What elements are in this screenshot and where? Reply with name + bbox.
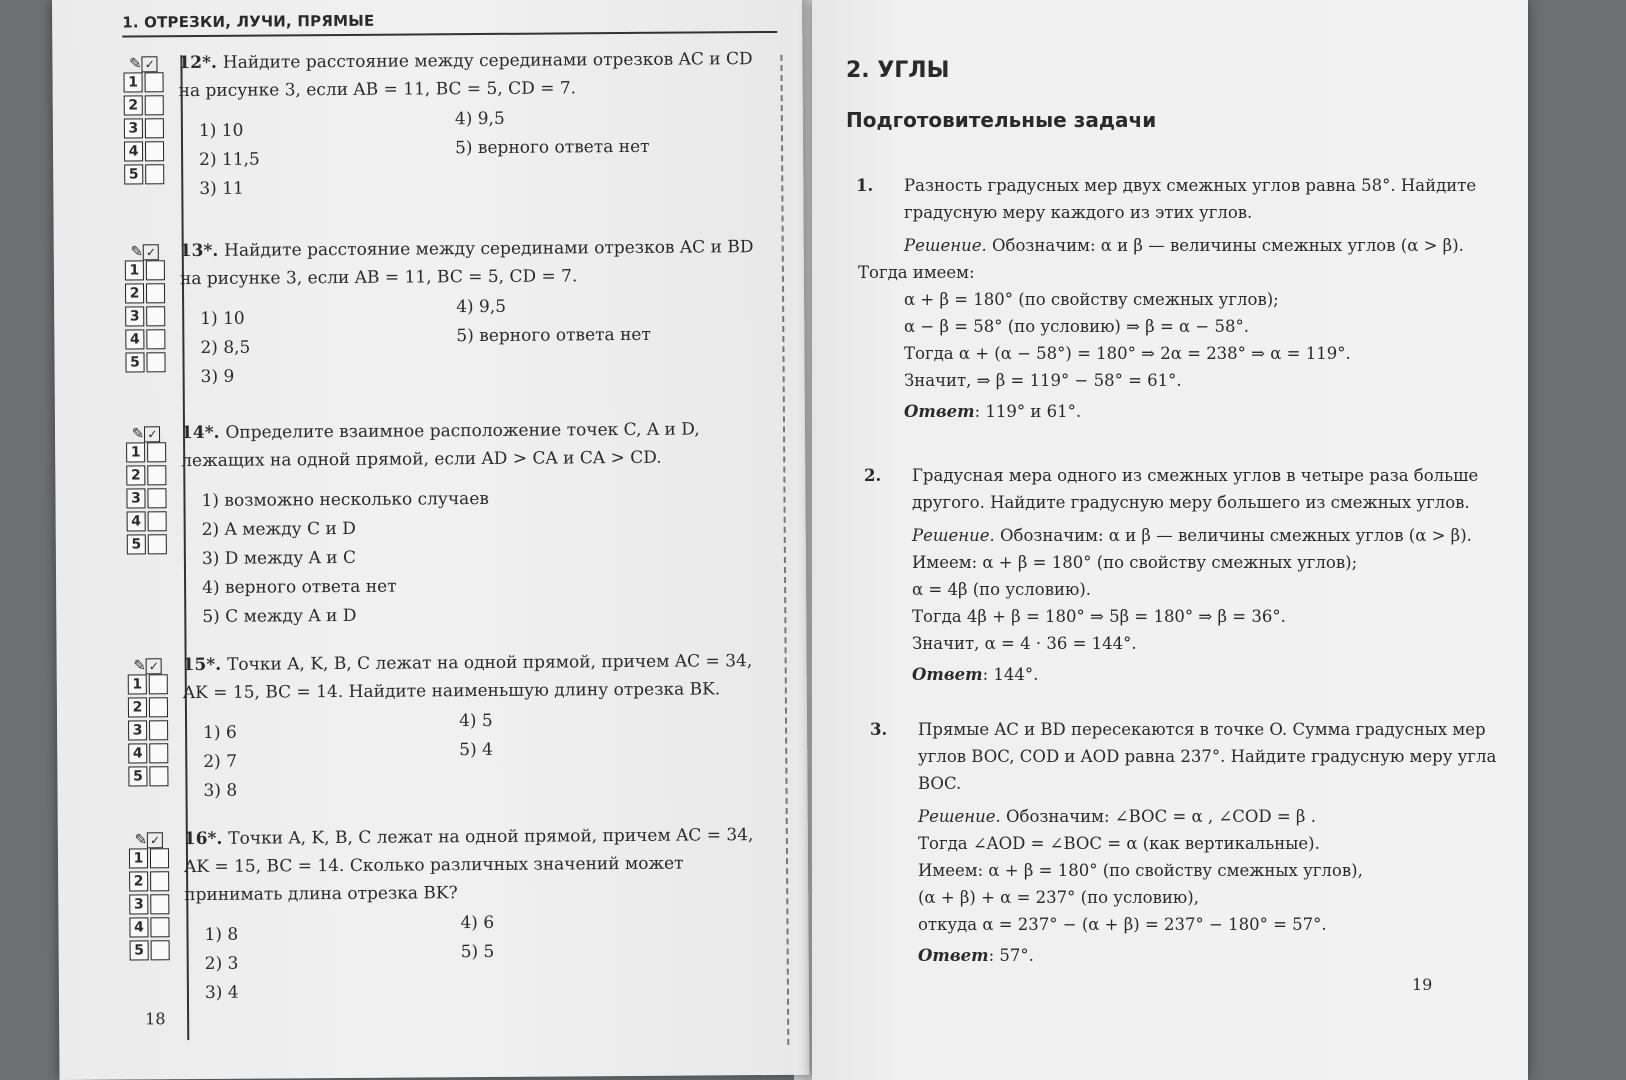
answer-number: 4 xyxy=(127,511,146,531)
question-number: 16*. xyxy=(183,828,229,850)
test-task xyxy=(128,821,778,1003)
test-task xyxy=(127,647,777,801)
question-number: 13*. xyxy=(179,240,225,262)
answer-box xyxy=(125,419,168,556)
answer-number: 3 xyxy=(129,894,148,914)
answer-options xyxy=(183,709,774,803)
pencil-icon: ✎ xyxy=(130,242,144,261)
test-task xyxy=(125,415,775,627)
answer-checkbox[interactable] xyxy=(145,118,164,138)
task-line: Решение. Обозначим: α и β — величины смежных углов (α > β). xyxy=(912,526,1472,545)
checkmark-icon: ✓ xyxy=(146,658,162,674)
answer-option: 2) 8,5 xyxy=(200,337,251,358)
solved-task xyxy=(864,462,1522,688)
task-line: Ответ: 57°. xyxy=(918,946,1034,965)
answer-row xyxy=(129,939,171,962)
answer-row xyxy=(126,533,168,556)
answer-number: 5 xyxy=(125,352,144,372)
answer-box xyxy=(124,237,167,374)
answer-box-header xyxy=(125,419,167,441)
answer-checkbox[interactable] xyxy=(149,674,168,694)
answer-row xyxy=(124,351,166,374)
answer-options xyxy=(180,295,771,389)
answer-checkbox[interactable] xyxy=(150,894,169,914)
answer-option: 5) верного ответа нет xyxy=(456,324,651,347)
answer-option: 1) 10 xyxy=(200,308,245,329)
section-title: Подготовительные задачи xyxy=(846,108,1157,132)
task-line: α + β = 180° (по свойству смежных углов); xyxy=(904,290,1279,309)
answer-option: 1) 6 xyxy=(203,722,237,743)
task-line: Разность градусных мер двух смежных углов равна 58°. Найдите xyxy=(904,176,1477,195)
task-line: Имеем: α + β = 180° (по свойству смежных углов); xyxy=(912,553,1358,572)
answer-checkbox[interactable] xyxy=(145,164,164,184)
task-line: другого. Найдите градусную меру большего из смежных углов. xyxy=(912,493,1470,512)
answer-row xyxy=(125,487,167,510)
answer-option: 4) 9,5 xyxy=(456,296,507,318)
answer-checkbox[interactable] xyxy=(147,465,166,485)
right-page xyxy=(812,0,1528,1080)
answer-option: 3) 8 xyxy=(203,780,238,801)
answer-option: 3) D между A и C xyxy=(201,547,357,569)
left-page xyxy=(52,0,810,1080)
answer-checkbox[interactable] xyxy=(146,352,165,372)
answer-checkbox[interactable] xyxy=(150,848,169,868)
cut-line xyxy=(780,55,789,1045)
task-line: Значит, α = 4 · 36 = 144°. xyxy=(912,634,1137,653)
pencil-icon: ✎ xyxy=(134,830,148,849)
answer-row xyxy=(124,282,166,305)
solved-task xyxy=(856,172,1514,425)
answer-row xyxy=(123,117,165,140)
answer-number: 2 xyxy=(125,283,144,303)
answer-number: 4 xyxy=(124,141,143,161)
task-line: Тогда ∠AOD = ∠BOC = α (как вертикальные). xyxy=(918,834,1320,853)
answer-option: 5) 5 xyxy=(460,941,495,963)
task-number: 1. xyxy=(856,176,874,195)
answer-checkbox[interactable] xyxy=(146,260,165,280)
answer-options xyxy=(181,477,772,631)
answer-row xyxy=(127,696,169,719)
pencil-icon: ✎ xyxy=(129,54,142,73)
answer-row xyxy=(127,719,169,742)
answer-option: 1) 8 xyxy=(204,924,239,945)
answer-option: 5) C между A и D xyxy=(202,605,357,627)
answer-option: 1) возможно несколько случаев xyxy=(201,488,489,511)
answer-number: 3 xyxy=(126,488,145,508)
task-body xyxy=(183,647,774,803)
answer-number: 5 xyxy=(128,766,147,786)
answer-option: 4) верного ответа нет xyxy=(202,576,397,598)
solved-task xyxy=(870,716,1528,969)
task-line: Градусная мера одного из смежных углов в четыре раза больше xyxy=(912,466,1479,485)
question xyxy=(178,45,768,105)
answer-number: 5 xyxy=(130,940,149,960)
question-text: Найдите расстояние между серединами отрезков AC и BD на рисунке 3, если AB = 11, BC = 5, CD = 7. xyxy=(179,237,754,290)
answer-number: 2 xyxy=(126,465,145,485)
checkmark-icon: ✓ xyxy=(143,244,159,260)
page-number: 18 xyxy=(145,1009,166,1029)
task-line: Тогда α + (α − 58°) = 180° ⇒ 2α = 238° ⇒ α = 119°. xyxy=(904,344,1351,363)
answer-option: 2) 11,5 xyxy=(199,149,260,170)
answer-number: 1 xyxy=(126,442,145,462)
answer-checkbox[interactable] xyxy=(148,511,167,531)
answer-option: 3) 9 xyxy=(200,366,235,387)
checkmark-icon: ✓ xyxy=(142,56,158,72)
answer-checkbox[interactable] xyxy=(147,442,166,462)
answer-row xyxy=(128,847,170,870)
question-number: 15*. xyxy=(182,654,228,676)
task-number: 3. xyxy=(870,720,888,739)
task-body xyxy=(178,45,769,201)
answer-row xyxy=(123,140,165,163)
question xyxy=(183,647,773,707)
answer-option: 1) 10 xyxy=(198,120,244,141)
task-body xyxy=(180,233,771,389)
task-line: Ответ: 144°. xyxy=(912,665,1039,684)
checkmark-icon: ✓ xyxy=(147,832,163,848)
answer-checkbox[interactable] xyxy=(146,306,165,326)
answer-row xyxy=(128,893,170,916)
task-line: BOC. xyxy=(918,774,962,793)
answer-option: 5) верного ответа нет xyxy=(454,136,650,159)
answer-number: 5 xyxy=(127,534,146,554)
task-line: Тогда имеем: xyxy=(858,263,975,282)
answer-checkbox[interactable] xyxy=(147,488,166,508)
checkmark-icon: ✓ xyxy=(144,426,160,442)
answer-number: 1 xyxy=(125,260,144,280)
answer-number: 3 xyxy=(124,118,143,138)
task-line: α − β = 58° (по условию) ⇒ β = α − 58°. xyxy=(904,317,1249,336)
answer-checkbox[interactable] xyxy=(151,940,170,960)
task-line: Прямые AC и BD пересекаются в точке O. Сумма градусных мер xyxy=(918,720,1486,739)
answer-row xyxy=(124,328,166,351)
question-text: Найдите расстояние между серединами отрезков AC и CD на рисунке 3, если AB = 11, BC = 5, CD = 7. xyxy=(178,49,753,102)
answer-checkbox[interactable] xyxy=(150,917,169,937)
answer-options xyxy=(184,911,775,1005)
task-line: градусную меру каждого из этих углов. xyxy=(904,203,1253,222)
answer-option: 5) 4 xyxy=(459,739,493,761)
answer-checkbox[interactable] xyxy=(149,743,168,763)
answer-box-header xyxy=(122,49,164,71)
answer-row xyxy=(128,870,170,893)
chapter-title: 2. УГЛЫ xyxy=(846,58,950,83)
answer-row xyxy=(127,742,169,765)
answer-checkbox[interactable] xyxy=(149,766,168,786)
answer-box-header xyxy=(127,651,169,673)
answer-option: 2) A между C и D xyxy=(201,518,356,540)
answer-number: 5 xyxy=(124,164,143,184)
question xyxy=(180,233,770,293)
question-number: 14*. xyxy=(180,422,226,444)
answer-option: 4) 5 xyxy=(458,710,493,732)
answer-checkbox[interactable] xyxy=(148,534,167,554)
question-text: Определите взаимное расположение точек C, A и D, лежащих на одной прямой, если AD > CA и CA > CD. xyxy=(181,419,700,472)
task-body xyxy=(184,821,775,1005)
test-task xyxy=(124,233,774,387)
answer-number: 1 xyxy=(128,674,147,694)
task-line: α = 4β (по условию). xyxy=(912,580,1092,599)
page-number: 19 xyxy=(1412,975,1433,994)
answer-option: 4) 9,5 xyxy=(454,108,505,130)
answer-box-header xyxy=(128,825,170,847)
answer-box xyxy=(122,49,165,186)
task-body xyxy=(181,415,772,631)
task-line: (α + β) + α = 237° (по условию), xyxy=(918,888,1199,907)
running-head: 1. ОТРЕЗКИ, ЛУЧИ, ПРЯМЫЕ xyxy=(122,9,777,38)
answer-row xyxy=(128,916,170,939)
answer-option: 3) 4 xyxy=(204,982,239,1003)
answer-option: 2) 7 xyxy=(203,751,238,772)
answer-box xyxy=(127,651,170,788)
question-text: Точки A, K, B, C лежат на одной прямой, причем AC = 34, AK = 15, BC = 14. Найдите наименьшую длину отрезка BK. xyxy=(182,651,753,704)
pencil-icon: ✎ xyxy=(133,656,146,675)
question xyxy=(184,821,775,909)
answer-row xyxy=(123,163,165,186)
answer-options xyxy=(179,107,770,201)
task-line: Ответ: 119° и 61°. xyxy=(904,402,1082,421)
answer-checkbox[interactable] xyxy=(149,720,168,740)
answer-option: 3) 11 xyxy=(199,178,244,199)
answer-option: 4) 6 xyxy=(460,912,495,934)
test-task xyxy=(122,45,772,199)
answer-number: 4 xyxy=(129,917,148,937)
task-line: Имеем: α + β = 180° (по свойству смежных углов), xyxy=(918,861,1363,880)
pencil-icon: ✎ xyxy=(131,424,145,443)
answer-row xyxy=(127,765,169,788)
answer-checkbox[interactable] xyxy=(145,95,164,115)
answer-option: 2) 3 xyxy=(204,953,239,974)
answer-checkbox[interactable] xyxy=(149,697,168,717)
answer-number: 2 xyxy=(124,95,143,115)
answer-number: 1 xyxy=(129,848,148,868)
answer-checkbox[interactable] xyxy=(145,72,164,92)
task-number: 2. xyxy=(864,466,882,485)
answer-number: 1 xyxy=(124,72,143,92)
answer-row xyxy=(127,673,169,696)
answer-row xyxy=(125,464,167,487)
answer-checkbox[interactable] xyxy=(150,871,169,891)
answer-row xyxy=(123,94,165,117)
answer-row xyxy=(126,510,168,533)
answer-checkbox[interactable] xyxy=(145,141,164,161)
task-line: углов BOC, COD и AOD равна 237°. Найдите градусную меру угла xyxy=(918,747,1497,766)
answer-row xyxy=(125,441,167,464)
answer-checkbox[interactable] xyxy=(146,329,165,349)
answer-number: 4 xyxy=(125,329,144,349)
task-line: Решение. Обозначим: ∠BOC = α , ∠COD = β . xyxy=(918,807,1316,826)
task-line: Решение. Обозначим: α и β — величины смежных углов (α > β). xyxy=(904,236,1464,255)
answer-number: 2 xyxy=(128,697,147,717)
answer-box-header xyxy=(124,237,166,259)
answer-number: 3 xyxy=(125,306,144,326)
answer-row xyxy=(123,71,165,94)
answer-number: 4 xyxy=(128,743,147,763)
task-line: откуда α = 237° − (α + β) = 237° − 180° = 57°. xyxy=(918,915,1327,934)
question xyxy=(181,415,771,475)
task-line: Значит, ⇒ β = 119° − 58° = 61°. xyxy=(904,371,1182,390)
answer-checkbox[interactable] xyxy=(146,283,165,303)
answer-number: 2 xyxy=(129,871,148,891)
answer-number: 3 xyxy=(128,720,147,740)
task-line: Тогда 4β + β = 180° ⇒ 5β = 180° ⇒ β = 36°. xyxy=(912,607,1286,626)
answer-row xyxy=(124,305,166,328)
question-text: Точки A, K, B, C лежат на одной прямой, причем AC = 34, AK = 15, BC = 14. Сколько различных значений может принимать длина отрезка BK? xyxy=(183,825,754,906)
question-number: 12*. xyxy=(178,52,223,74)
answer-box xyxy=(128,825,171,962)
answer-row xyxy=(124,259,166,282)
